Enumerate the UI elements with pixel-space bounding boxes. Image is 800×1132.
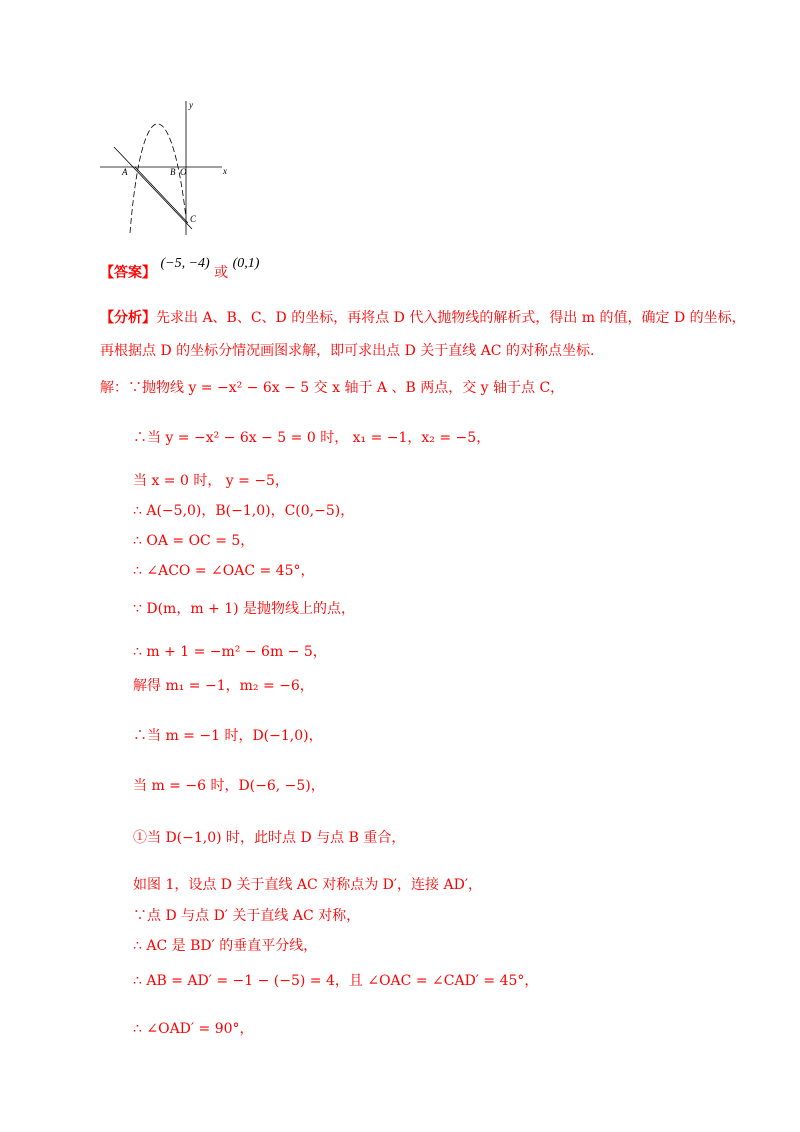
label-a: A — [122, 167, 128, 177]
answer-tag: 【答案】 — [100, 265, 156, 281]
solution-line-15: ∴ AC 是 BD′ 的垂直平分线， — [133, 938, 318, 954]
solution-line-9: 解得 m₁ = −1，m₂ = −6， — [133, 678, 314, 694]
label-c: C — [190, 214, 197, 224]
answer-value-2: (0,1) — [232, 256, 260, 271]
solution-line-4: ∴ A(−5,0)，B(−1,0)，C(0,−5)， — [133, 503, 355, 519]
answer-line — [100, 256, 260, 282]
solution-line-10: ∴当 m = −1 时，D(−1,0)， — [133, 728, 323, 744]
solution-line-2: ∴当 y = −x² − 6x − 5 = 0 时， x₁ = −1，x₂ = −5， — [133, 430, 491, 446]
solution-line-1: 解：∵抛物线 y = −x² − 6x − 5 交 x 轴于 A 、B 两点，交 y 轴于点 C， — [100, 380, 565, 396]
solution-line-7: ∵ D(m，m + 1) 是抛物线上的点， — [133, 601, 356, 617]
parabola-graph — [100, 95, 240, 245]
solution-line-3: 当 x = 0 时， y = −5， — [133, 473, 289, 489]
parabola-curve — [130, 124, 186, 233]
analysis-line-2: 再根据点 D 的坐标分情况画图求解，即可求出点 D 关于直线 AC 的对称点坐标. — [100, 343, 595, 359]
solution-line-16: ∴ AB = AD′ = −1 − (−5) = 4，且 ∠OAC = ∠CAD′ = 45°， — [133, 973, 539, 989]
solution-line-8: ∴ m + 1 = −m² − 6m − 5， — [133, 644, 327, 660]
label-o: O — [180, 167, 187, 177]
parabola-figure — [100, 95, 240, 245]
label-b: B — [170, 167, 176, 177]
label-x: x — [223, 166, 227, 176]
solution-line-5: ∴ OA = OC = 5， — [133, 533, 255, 549]
solution-line-14: ∵点 D 与点 D′ 关于直线 AC 对称， — [133, 908, 361, 924]
solution-line-13: 如图 1，设点 D 关于直线 AC 对称点为 D′，连接 AD′， — [133, 877, 483, 893]
solution-line-17: ∴ ∠OAD′ = 90°， — [133, 1021, 254, 1037]
answer-or: 或 — [214, 265, 229, 281]
answer-value-1: (−5, −4) — [160, 256, 210, 271]
label-y: y — [189, 100, 193, 110]
analysis-text-1: 先求出 A、B、C、D 的坐标，再将点 D 代入抛物线的解析式，得出 m 的值，确定 D 的坐标， — [156, 310, 746, 326]
solution-line-11: 当 m = −6 时，D(−6, −5)， — [133, 778, 325, 794]
solution-line-6: ∴ ∠ACO = ∠OAC = 45°， — [133, 563, 315, 579]
solution-line-12: ①当 D(−1,0) 时，此时点 D 与点 B 重合， — [133, 830, 406, 846]
analysis-tag: 【分析】 — [100, 310, 156, 326]
line-ac — [114, 147, 192, 229]
analysis-line-1 — [100, 307, 746, 327]
